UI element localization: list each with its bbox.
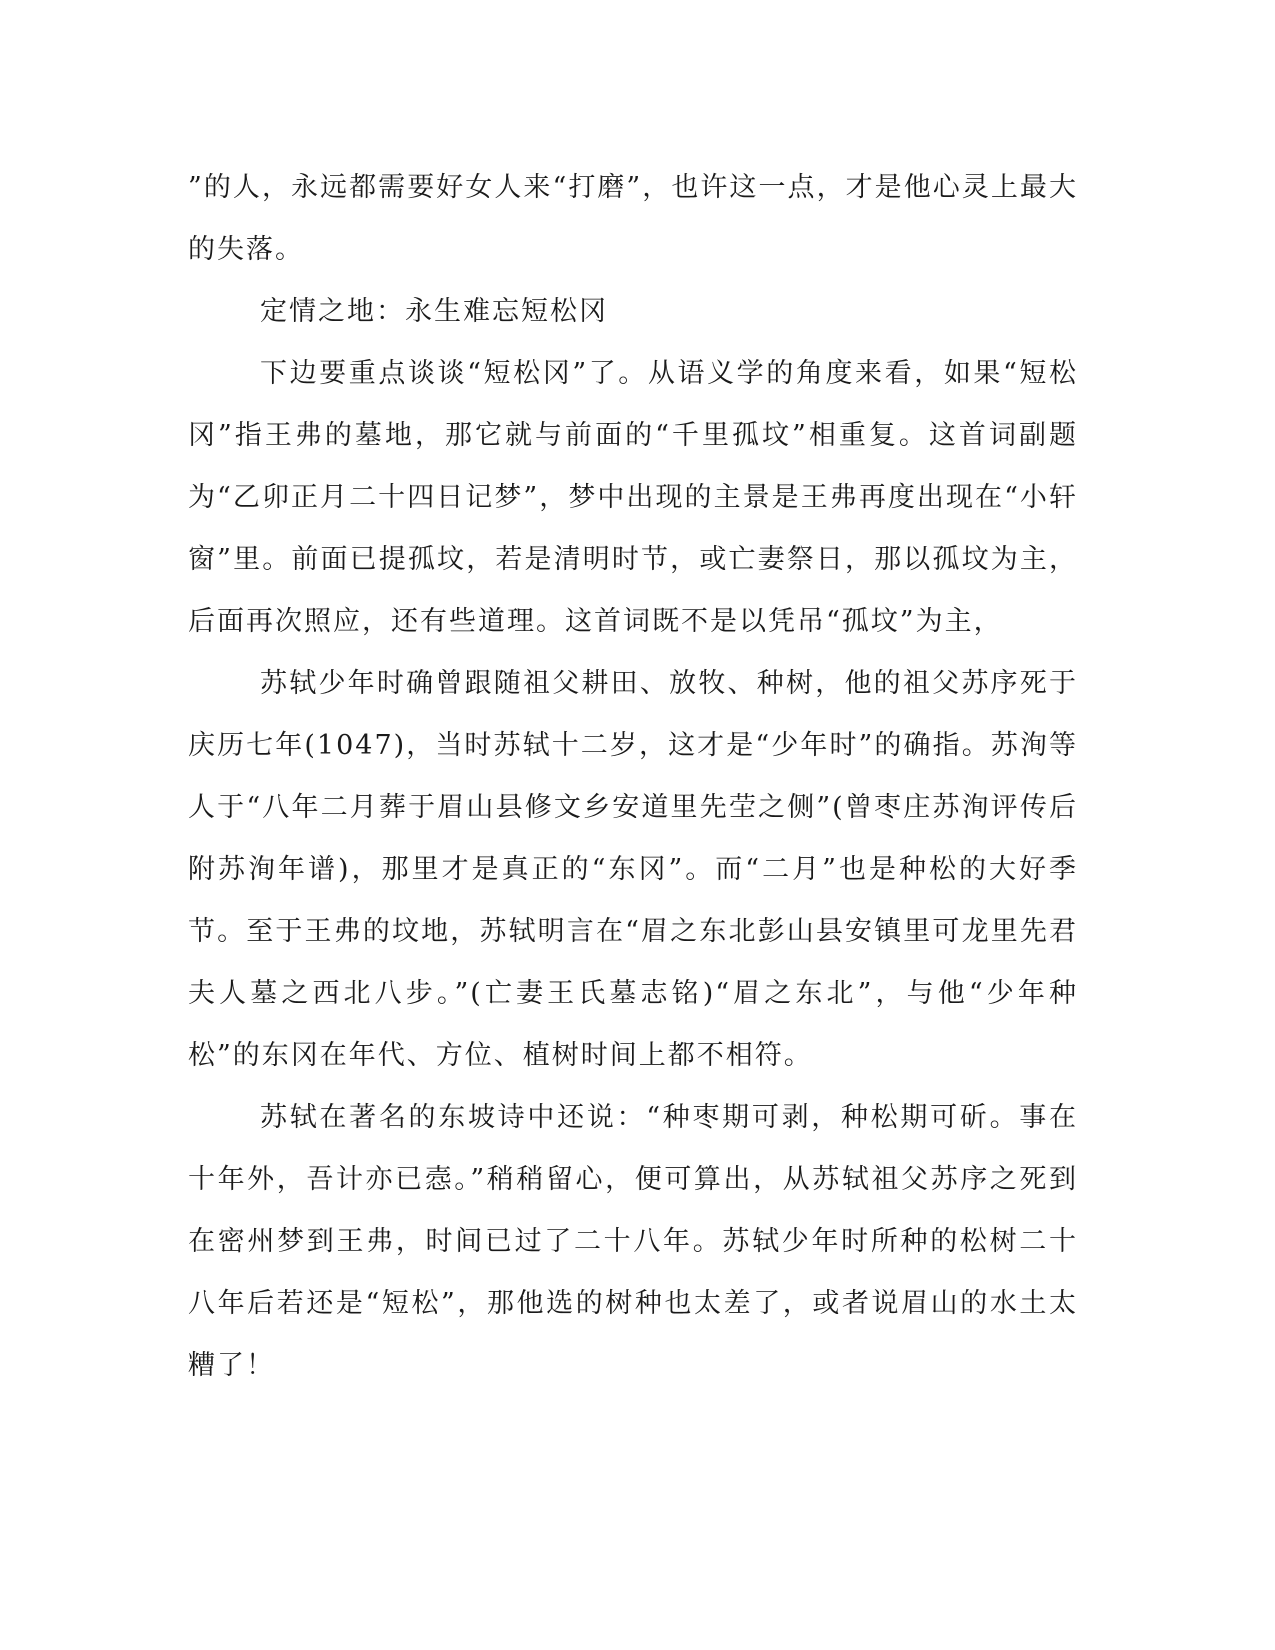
paragraph-continuation: ”的人，永远都需要好女人来“打磨”，也许这一点，才是他心灵上最大的失落。 — [188, 172, 1078, 265]
paragraph: 下边要重点谈谈“短松冈”了。从语义学的角度来看，如果“短松冈”指王弗的墓地，那它就与前面的“千里孤坟”相重复。这首词副题为“乙卯正月二十四日记梦”，梦中出现的主景是王弗再度出现在“小轩窗”里。前面已提孤坟，若是清明时节，或亡妻祭日，那以孤坟为主，后面再次照应，还有些道理。这首词既不是以凭吊“孤坟”为主， — [188, 358, 1078, 637]
paragraph: 苏轼在著名的东坡诗中还说：“种枣期可剥，种松期可斫。事在十年外，吾计亦已悫。”稍稍留心，便可算出，从苏轼祖父苏序之死到在密州梦到王弗，时间已过了二十八年。苏轼少年时所种的松树二十八年后若还是“短松”，那他选的树种也太差了，或者说眉山的水土太糟了！ — [188, 1102, 1078, 1381]
body-text — [188, 157, 1078, 1397]
paragraph: 苏轼少年时确曾跟随祖父耕田、放牧、种树，他的祖父苏序死于庆历七年(1047)，当时苏轼十二岁，这才是“少年时”的确指。苏洵等人于“八年二月葬于眉山县修文乡安道里先茔之侧”(曾枣庄苏洵评传后附苏洵年谱)，那里才是真正的“东冈”。而“二月”也是种松的大好季节。至于王弗的坟地，苏轼明言在“眉之东北彭山县安镇里可龙里先君夫人墓之西北八步。”(亡妻王氏墓志铭)“眉之东北”，与他“少年种松”的东冈在年代、方位、植树时间上都不相符。 — [188, 668, 1078, 1071]
section-heading: 定情之地：永生难忘短松冈 — [260, 296, 608, 327]
